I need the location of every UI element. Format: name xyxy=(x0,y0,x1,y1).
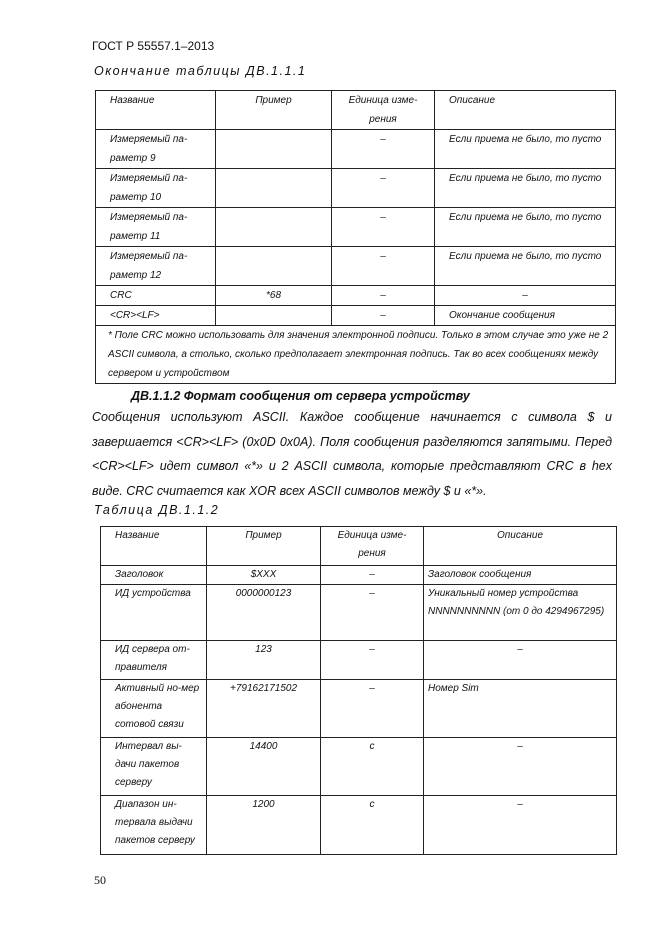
page-number: 50 xyxy=(94,873,106,887)
table2-header-row xyxy=(101,527,617,566)
table2-col-name: Название xyxy=(101,527,207,566)
cell-unit: с xyxy=(321,738,424,796)
cell-desc: Если приема не было, то пусто xyxy=(435,208,616,247)
cell-name: Интервал вы-дачи пакетов серверу xyxy=(101,738,207,796)
table1 xyxy=(95,90,616,384)
table-row xyxy=(101,738,617,796)
cell-name: Заголовок xyxy=(101,566,207,585)
cell-name: Измеряемый па-раметр 11 xyxy=(96,208,216,247)
cell-desc: Если приема не было, то пусто xyxy=(435,169,616,208)
table-row xyxy=(96,169,616,208)
cell-example: *68 xyxy=(216,286,332,306)
table-row xyxy=(96,247,616,286)
table-row xyxy=(96,286,616,306)
cell-unit: – xyxy=(321,585,424,641)
table1-col-unit: Единица изме-рения xyxy=(332,91,435,130)
cell-example xyxy=(216,130,332,169)
cell-desc: Если приема не было, то пусто xyxy=(435,247,616,286)
cell-desc: – xyxy=(435,286,616,306)
cell-desc: – xyxy=(424,641,617,680)
table-row xyxy=(101,680,617,738)
cell-example: 1200 xyxy=(207,796,321,855)
table2 xyxy=(100,526,617,855)
cell-example: 14400 xyxy=(207,738,321,796)
cell-example: 123 xyxy=(207,641,321,680)
table2-caption: Таблица ДВ.1.1.2 xyxy=(94,503,220,517)
cell-example: +79162171502 xyxy=(207,680,321,738)
cell-name: ИД устройства xyxy=(101,585,207,641)
cell-unit: – xyxy=(332,286,435,306)
cell-unit: – xyxy=(321,680,424,738)
cell-example xyxy=(216,306,332,326)
cell-unit: – xyxy=(332,208,435,247)
table1-col-name: Название xyxy=(96,91,216,130)
cell-desc: Если приема не было, то пусто xyxy=(435,130,616,169)
cell-unit: – xyxy=(332,169,435,208)
table-row xyxy=(101,641,617,680)
cell-name: CRC xyxy=(96,286,216,306)
cell-desc: Номер Sim xyxy=(424,680,617,738)
cell-unit: – xyxy=(332,130,435,169)
table1-footnote: * Поле CRC можно использовать для значения электронной подписи. Только в этом случае это уже не 2 ASCII символа, а столько, сколько предполагает электронная подпись. Так во всех сообщениях между сервером и устройством xyxy=(96,326,616,384)
cell-unit: – xyxy=(321,566,424,585)
cell-example xyxy=(216,247,332,286)
cell-example xyxy=(216,208,332,247)
cell-unit: – xyxy=(321,641,424,680)
cell-desc: – xyxy=(424,738,617,796)
table-row xyxy=(101,796,617,855)
table-row xyxy=(101,566,617,585)
cell-desc: Уникальный номер устройства NNNNNNNNNN (от 0 до 4294967295) xyxy=(424,585,617,641)
cell-name: Измеряемый па-раметр 9 xyxy=(96,130,216,169)
table-row xyxy=(96,306,616,326)
cell-name: <CR><LF> xyxy=(96,306,216,326)
cell-name: ИД сервера от-правителя xyxy=(101,641,207,680)
cell-desc: – xyxy=(424,796,617,855)
table2-col-unit: Единица изме-рения xyxy=(321,527,424,566)
cell-name: Диапазон ин-тервала выдачи пакетов серверу xyxy=(101,796,207,855)
table1-col-desc: Описание xyxy=(435,91,616,130)
table1-caption: Окончание таблицы ДВ.1.1.1 xyxy=(94,64,307,78)
cell-unit: – xyxy=(332,247,435,286)
table1-footnote-row xyxy=(96,326,616,384)
table2-col-desc: Описание xyxy=(424,527,617,566)
cell-desc: Окончание сообщения xyxy=(435,306,616,326)
table-row xyxy=(96,130,616,169)
section-title: ДВ.1.1.2 Формат сообщения от сервера устройству xyxy=(131,389,470,403)
cell-name: Измеряемый па-раметр 12 xyxy=(96,247,216,286)
cell-unit: с xyxy=(321,796,424,855)
cell-name: Активный но-мер абонента сотовой связи xyxy=(101,680,207,738)
cell-example: 0000000123 xyxy=(207,585,321,641)
cell-example: $XXX xyxy=(207,566,321,585)
table-row xyxy=(101,585,617,641)
cell-name: Измеряемый па-раметр 10 xyxy=(96,169,216,208)
table1-col-example: Пример xyxy=(216,91,332,130)
document-header: ГОСТ Р 55557.1–2013 xyxy=(92,39,215,53)
body-paragraph: Сообщения используют ASCII. Каждое сообщение начинается с символа $ и завершается <CR><LF> (0x0D 0x0A). Поля сообщения разделяются запятыми. Перед <CR><LF> идет символ «*» и 2 ASCII символа, которые представляют CRC в hex виде. CRC считается как XOR всех ASCII символов между $ и «*». xyxy=(92,410,612,498)
table2-col-example: Пример xyxy=(207,527,321,566)
cell-unit: – xyxy=(332,306,435,326)
table1-header-row xyxy=(96,91,616,130)
table-row xyxy=(96,208,616,247)
cell-desc: Заголовок сообщения xyxy=(424,566,617,585)
cell-example xyxy=(216,169,332,208)
